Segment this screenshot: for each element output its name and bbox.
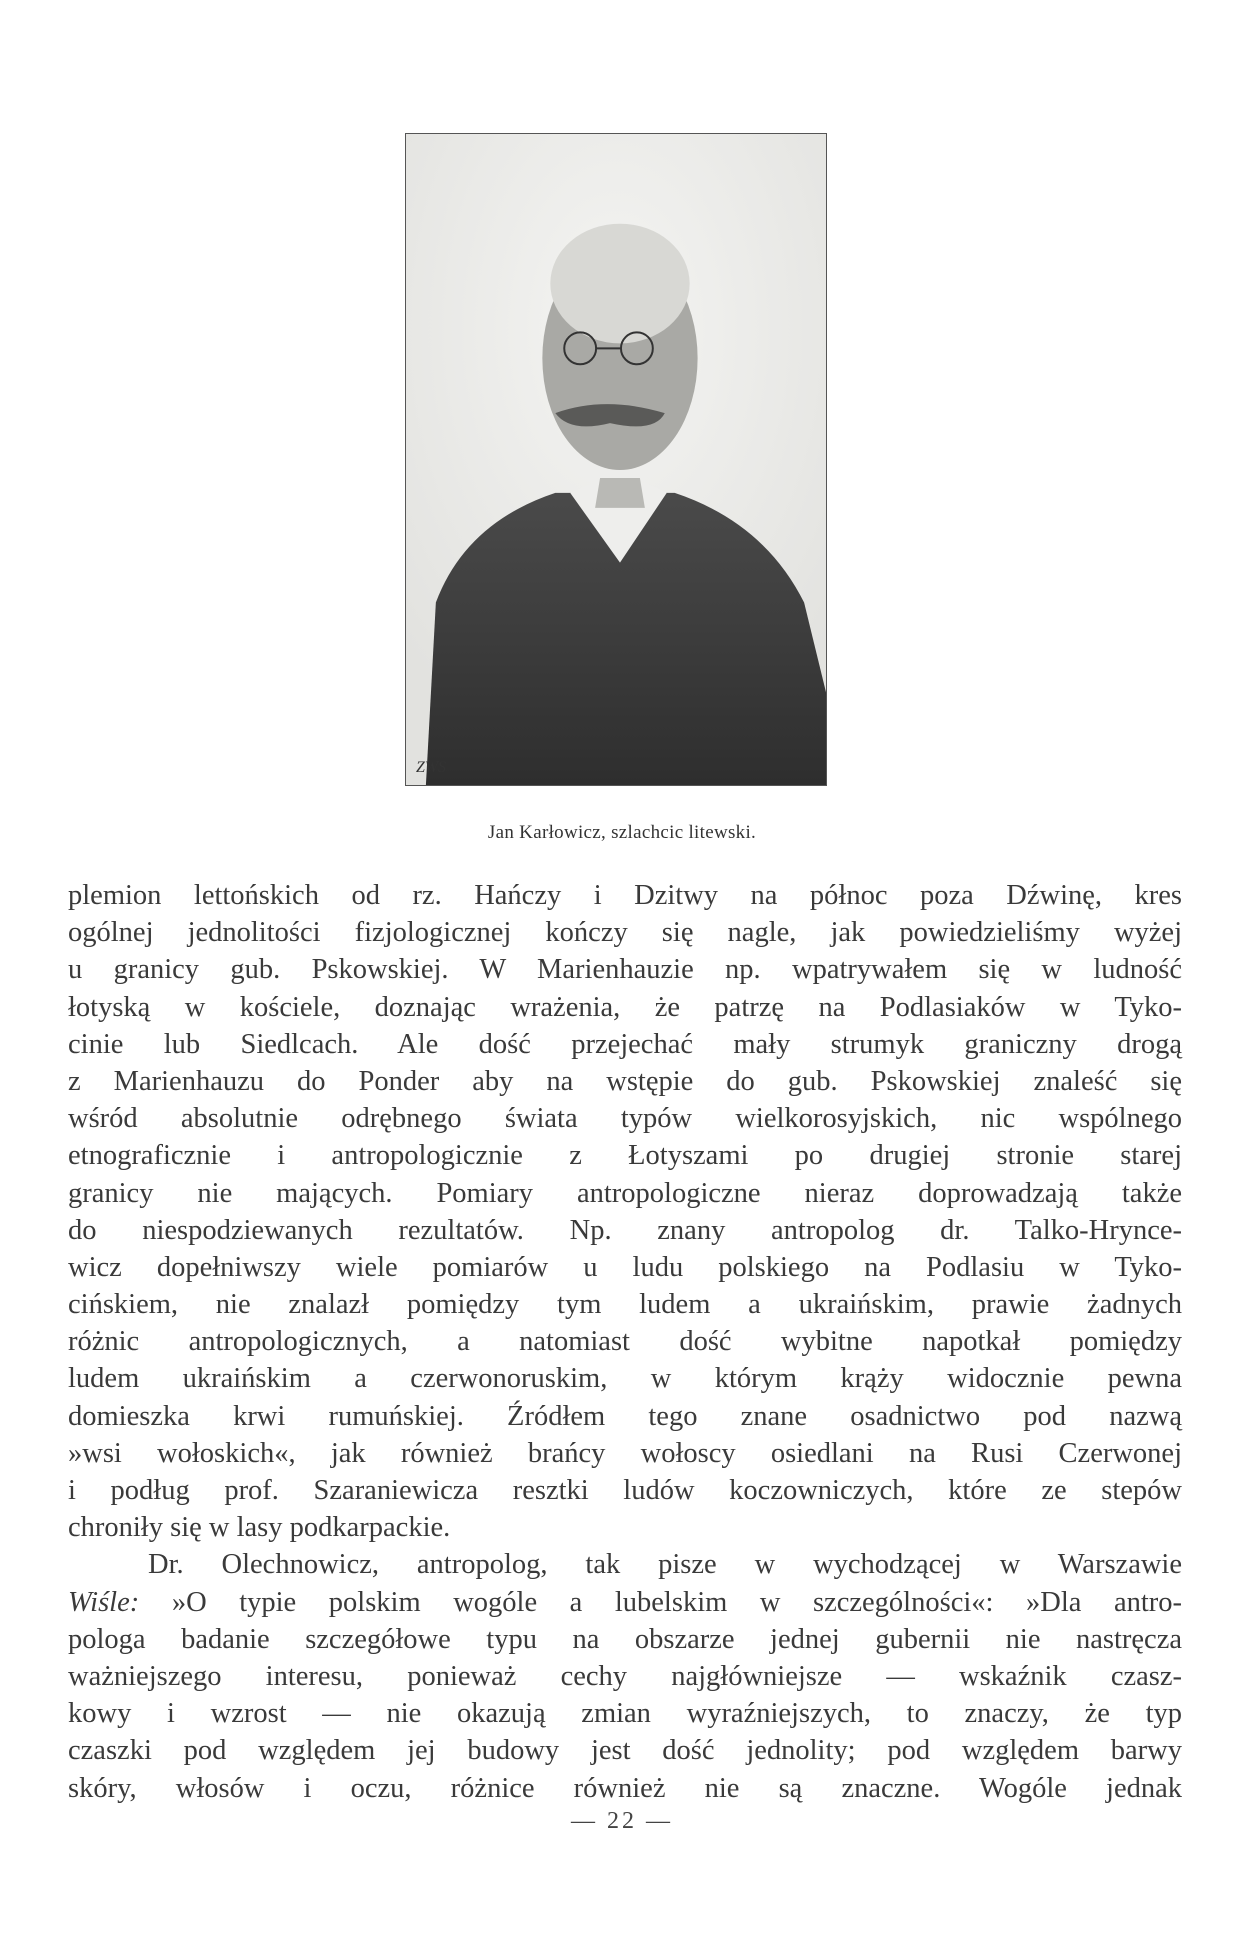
text-line [68,1658,1182,1695]
text-line [68,1026,1182,1063]
engraver-mark: ZWS [415,759,447,777]
text-line [68,1286,1182,1323]
text-line-content: wśród absolutnie odrębnego świata typów wielkorosyjskich, nic wspólnego [68,1103,1182,1135]
text-line-content: cinie lub Siedlcach. Ale dość przejechać mały strumyk graniczny drogą [68,1028,1182,1060]
text-line [68,1212,1182,1249]
text-line-content: ważniejszego interesu, ponieważ cechy najgłówniejsze — wskaźnik czasz- [68,1660,1182,1692]
text-line-content: z Marienhauzu do Ponder aby na wstępie do gub. Pskowskiej znaleść się [68,1065,1182,1097]
body-text [68,877,1182,1807]
text-line-content: »wsi wołoskich«, jak również brańcy wołoscy osiedlani na Rusi Czerwonej [68,1437,1182,1469]
text-line-content: kowy i wzrost — nie okazują zmian wyraźniejszych, to znaczy, że typ [68,1698,1182,1730]
text-line-content: ogólnej jednolitości fizjologicznej kończy się nagle, jak powiedzieliśmy wyżej [68,917,1182,949]
text-line-content: wicz dopełniwszy wiele pomiarów u ludu polskiego na Podlasiu w Tyko- [68,1251,1182,1283]
figure-caption: Jan Karłowicz, szlachcic litewski. [487,822,757,843]
text-line [68,1546,1182,1583]
text-line-content: cińskiem, nie znalazł pomiędzy tym ludem a ukraińskim, prawie żadnych [68,1289,1182,1321]
text-line-content: i podług prof. Szaraniewicza resztki ludów koczowniczych, które ze stepów [68,1475,1182,1506]
text-line-content: »O typie polskim wogóle a lubelskim w szczególności«: »Dla antro- [171,1586,1183,1618]
text-line [68,1100,1182,1137]
text-line-content: domieszka krwi rumuńskiej. Źródłem tego znane osadnictwo pod nazwą [68,1400,1182,1432]
text-line [68,1137,1182,1174]
portrait-photo [405,133,827,786]
page-number: — 22 — [571,1808,673,1834]
text-line [68,1621,1182,1658]
text-line-content: chroniły się w lasy podkarpackie. [68,1512,451,1544]
text-line [68,989,1182,1026]
text-line-content: plemion lettońskich od rz. Hańczy i Dzitwy na północ poza Dźwinę, kres [68,880,1182,911]
text-line [68,1063,1182,1100]
text-line [68,1472,1182,1509]
text-line-content: skóry, włosów i oczu, różnice również nie są znaczne. Wogóle jednak [68,1772,1182,1804]
text-line-content: etnograficznie i antropologicznie z Łotyszami po drugiej stronie starej [68,1140,1182,1172]
text-line [68,1435,1182,1472]
text-line-content: ludem ukraińskim a czerwonoruskim, w którym krąży widocznie pewna [68,1363,1182,1395]
text-line-content: granicy nie mających. Pomiary antropologiczne nieraz doprowadzają także [68,1177,1182,1209]
text-line [68,951,1182,988]
text-line [68,1175,1182,1212]
text-line-content: różnic antropologicznych, a natomiast dość wybitne napotkał pomiędzy [68,1326,1182,1358]
text-line-content: Dr. Olechnowicz, antropolog, tak pisze w wychodzącej w Warszawie [148,1549,1182,1581]
text-line-content: łotyską w kościele, doznając wrażenia, że patrzę na Podlasiaków w Tyko- [68,991,1182,1023]
text-line [68,914,1182,951]
italic-title: Wiśle: [68,1586,140,1618]
text-line [68,1398,1182,1435]
text-line-content: czaszki pod względem jej budowy jest dość jednolity; pod względem barwy [68,1735,1182,1767]
text-line [68,1695,1182,1732]
text-line [68,1732,1182,1769]
text-line [68,1249,1182,1286]
text-line [68,1770,1182,1807]
text-line-content: u granicy gub. Pskowskiej. W Marienhauzie np. wpatrywałem się w ludność [68,954,1182,986]
text-line [68,1360,1182,1397]
text-line [68,1584,1182,1621]
text-line-content: pologa badanie szczegółowe typu na obszarze jednej gubernii nie nastręcza [68,1623,1182,1655]
text-line [68,1509,1182,1546]
portrait-image [406,134,826,785]
text-line [68,877,1182,914]
text-line [68,1323,1182,1360]
text-line-content: do niespodziewanych rezultatów. Np. znany antropolog dr. Talko-Hrynce- [68,1214,1182,1246]
